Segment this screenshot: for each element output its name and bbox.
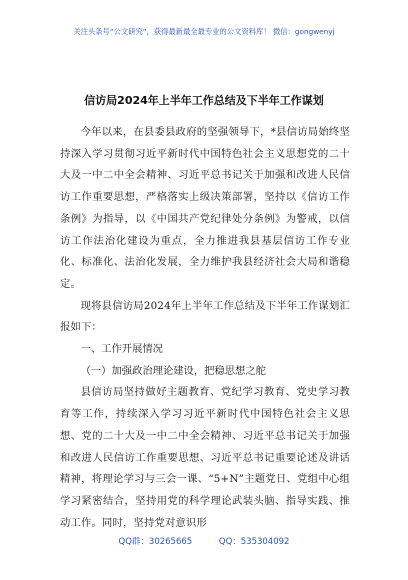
footer-contact [0, 535, 408, 547]
subsection-heading-1: （一）加强政治理论建设，把稳思想之舵 [80, 364, 266, 377]
body-paragraph-1: 县信访局坚持做好主题教育、党纪学习教育、党史学习教育等工作，持续深入学习习近平新时代中国特色社会主义思想、党的二十大及一中二中全会精神、习近平总书记关于加强和改进人民信访工作重要思想、习近平总书记重要论述及讲话精神，将理论学习与三会一课、“5+N”主题党日、党组中心组学习紧密结合，坚持用党的科学理论武装头脑、指导实践、推动工作。同时，坚持党对意识形 [60, 386, 350, 529]
report-line: 现将县信访局2024年上半年工作总结及下半年工作谋划汇报如下： [60, 299, 350, 334]
intro-paragraph: 今年以来，在县委县政府的坚强领导下，*县信访局始终坚持深入学习贯彻习近平新时代中国特色社会主义思想党的二十大及一中二中全会精神、习近平总书记关于加强和改进人民信访工作重要思想，严格落实上级决策部署，坚持以《信访工作条例》为指导，以《中国共产党纪律处分条例》为警戒，以信访工作法治化建设为重点，全力推进我县基层信访工作专业化、标准化、法治化发展，全力维护我县经济社会大局和谐稳定。 [60, 126, 350, 290]
document-body [60, 122, 350, 534]
footer-qq-group: QQ群：30265665 [118, 537, 193, 547]
header-promo-note: 关注头条号“公文研究”，获得最新最全最专业的公文资料库！ 微信：gongwenyj [73, 27, 335, 36]
footer-qq-number: QQ：535304092 [218, 537, 290, 547]
document-title: 信访局2024年上半年工作总结及下半年工作谋划 [84, 94, 324, 107]
section-heading-1: 一、工作开展情况 [80, 343, 163, 356]
